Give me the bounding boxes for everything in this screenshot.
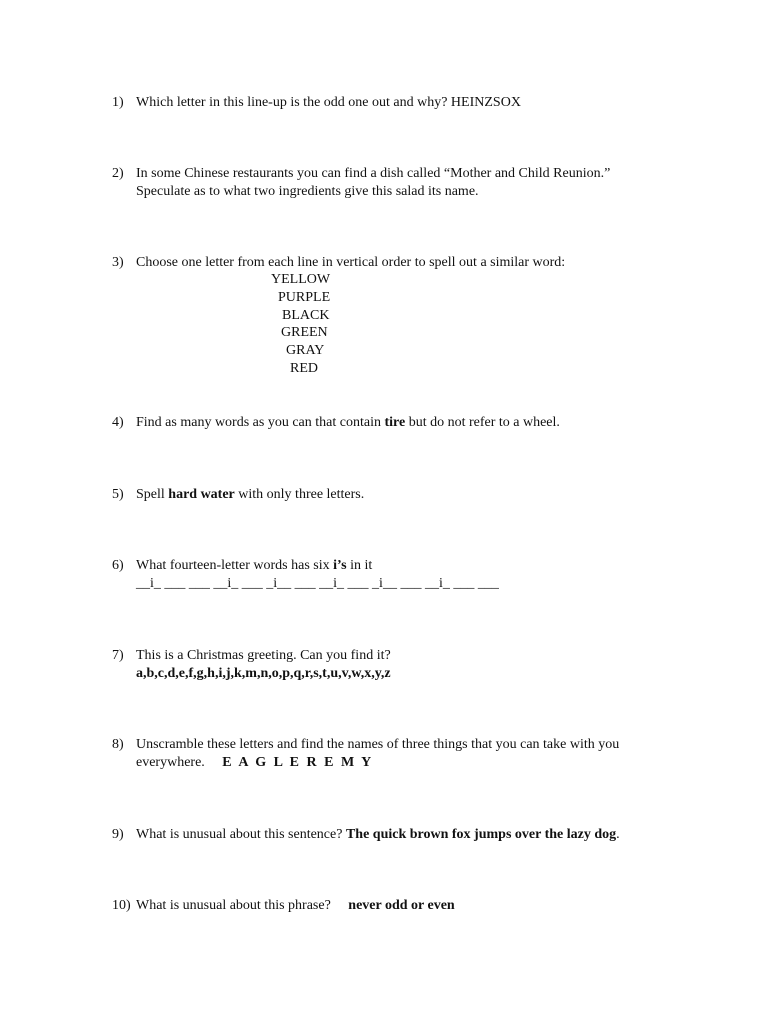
keyword: i’s: [333, 558, 347, 573]
question-7: [112, 647, 712, 683]
question-3: [112, 254, 712, 272]
question-text: This is a Christmas greeting. Can you find it?: [136, 648, 391, 663]
question-number: 8): [112, 737, 124, 752]
question-1: [112, 94, 712, 112]
color-word: YELLOW: [271, 272, 331, 287]
question-text: Which letter in this line-up is the odd one out and why? HEINZSOX: [136, 95, 521, 110]
question-number: 5): [112, 487, 124, 502]
question-text: Find as many words as you can that contain tire but do not refer to a wheel.: [136, 415, 560, 430]
question-number: 10): [112, 898, 131, 913]
question-text: What fourteen-letter words has six i’s in it: [136, 558, 373, 573]
question-text-line-2: everywhere. E A G L E R E M Y: [136, 755, 374, 770]
keyword: The quick brown fox jumps over the lazy dog: [345, 827, 617, 842]
question-10: [112, 897, 712, 915]
question-number: 3): [112, 255, 124, 270]
question-2: [112, 165, 712, 201]
question-6: [112, 557, 712, 593]
keyword: never odd or even: [348, 898, 455, 913]
question-number: 4): [112, 415, 124, 430]
question-number: 9): [112, 827, 124, 842]
color-word-list: [271, 271, 330, 378]
question-text-line-2: Speculate as to what two ingredients give this salad its name.: [136, 184, 479, 199]
color-word: PURPLE: [278, 289, 331, 305]
question-5: [112, 486, 712, 504]
question-number: 2): [112, 166, 124, 181]
question-9: [112, 826, 712, 844]
question-number: 7): [112, 648, 124, 663]
question-text: What is unusual about this sentence? The quick brown fox jumps over the lazy dog.: [136, 827, 620, 842]
scrambled-letters: E A G L E R E M Y: [222, 755, 374, 770]
color-word: GREEN: [281, 325, 328, 341]
question-text: Spell hard water with only three letters.: [136, 487, 365, 502]
keyword: tire: [384, 415, 406, 430]
question-text-line-1: In some Chinese restaurants you can find a dish called “Mother and Child Reunion.”: [136, 166, 611, 181]
question-8: [112, 736, 712, 772]
question-text: What is unusual about this phrase? never odd or even: [136, 898, 455, 913]
color-word: GRAY: [286, 343, 325, 359]
color-word: RED: [290, 360, 318, 376]
keyword: hard water: [168, 487, 235, 502]
color-word: BLACK: [282, 307, 330, 323]
question-4: [112, 414, 712, 432]
question-text: Choose one letter from each line in vertical order to spell out a similar word:: [136, 255, 566, 270]
alphabet-line: a,b,c,d,e,f,g,h,i,j,k,m,n,o,p,q,r,s,t,u,v,w,x,y,z: [136, 666, 391, 681]
question-text-line-1: Unscramble these letters and find the names of three things that you can take with you: [136, 737, 620, 752]
question-number: 6): [112, 558, 124, 573]
question-number: 1): [112, 95, 124, 110]
answer-blanks: __i_ ___ ___ __i_ ___ _i__ ___ __i_ ___ _i__ ___ __i_ ___ ___: [136, 576, 499, 591]
